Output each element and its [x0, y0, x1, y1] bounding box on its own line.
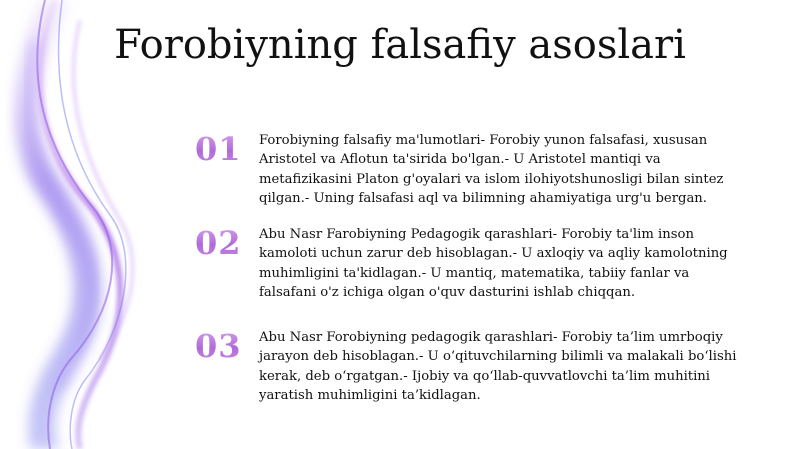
- slide-title: Forobiyning falsafiy asoslari: [114, 22, 686, 68]
- item-number: 03: [195, 327, 255, 365]
- item-text: Abu Nasr Farobiyning Pedagogik qarashlari- Forobiy ta'lim inson kamoloti uchun zarur deb hisoblagan.- U axloqiy va aqliy kamolotning muhimligini ta'kidlagan.- U mantiq, matematika, tabiiy fanlar va falsafani o'z ichiga olgan o'quv dasturini ishlab chiqqan.: [259, 227, 728, 301]
- item-text: Forobiyning falsafiy ma'lumotlari- Forobiy yunon falsafasi, xususan Aristotel va Aflotun ta'sirida bo'lgan.- U Aristotel mantiqi va metafizikasini Platon g'oyalari va islom ilohiyotshunosligi bilan sintez qilgan.- Uning falsafasi aql va bilimning ahamiyatiga urg'u bergan.: [259, 133, 724, 207]
- item-number: 02: [195, 224, 255, 262]
- item-number: 01: [195, 130, 255, 168]
- item-text: Abu Nasr Forobiyning pedagogik qarashlari- Forobiy ta’lim umrboqiy jarayon deb hisoblagan.- U o‘qituvchilarning bilimli va malakali bo‘lishi kerak, deb o‘rgatgan.- Ijobiy va qo‘llab-quvvatlovchi ta’lim muhitini yaratish muhimligini ta’kidlagan.: [259, 330, 737, 404]
